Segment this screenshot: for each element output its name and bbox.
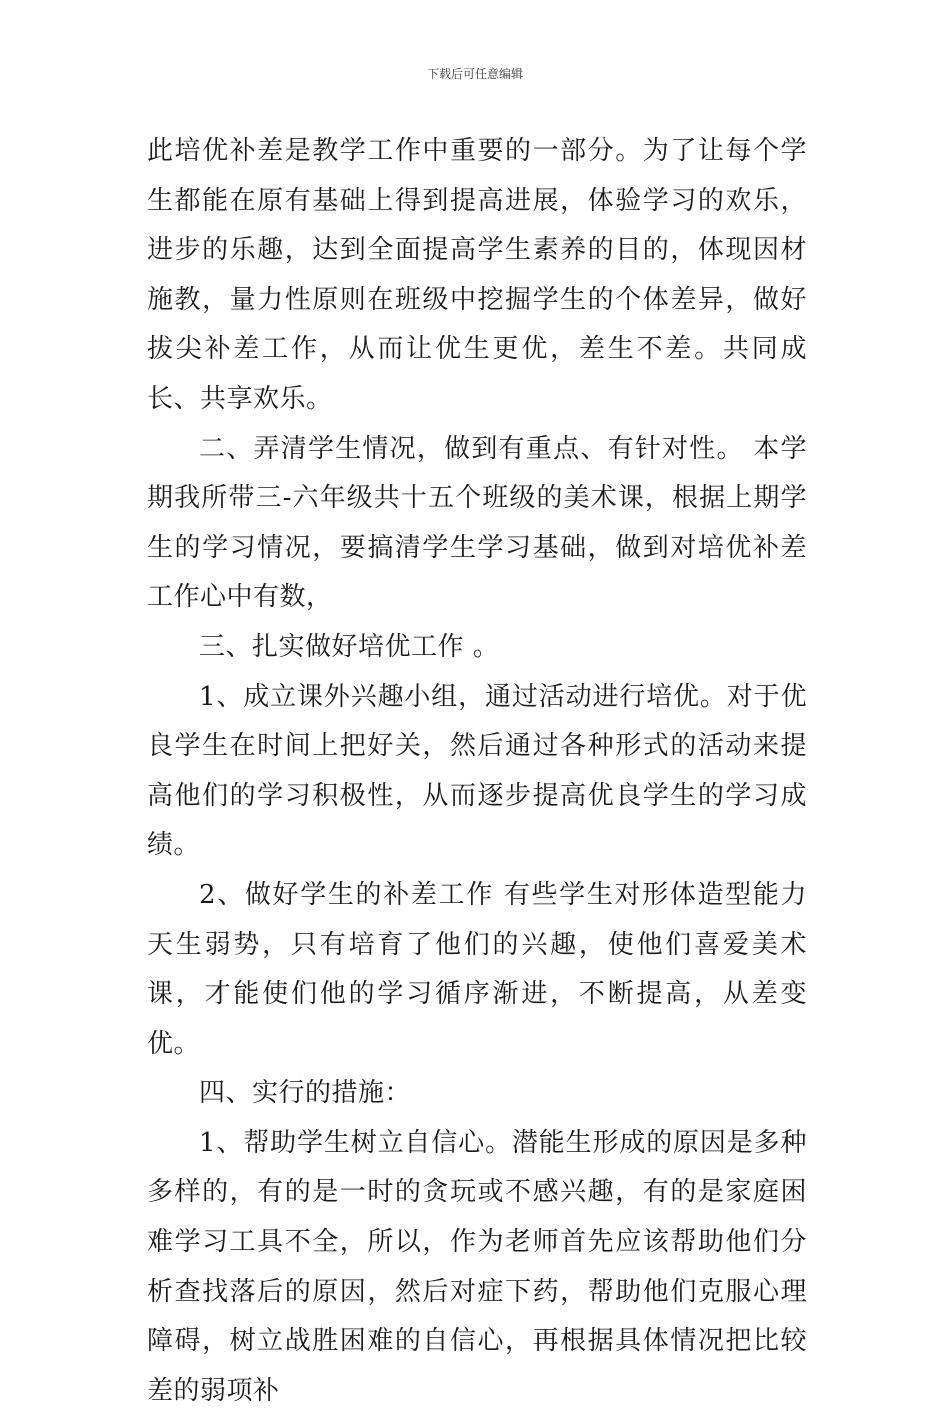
paragraph-section-2: 二、弄清学生情况，做到有重点、有针对性。 本学期我所带三-六年级共十五个班级的美术课，根据上期学生的学习情况，要搞清学生学习基础，做到对培优补差工作心中有数， <box>147 433 807 613</box>
paragraph-intro: 此培优补差是教学工作中重要的一部分。为了让每个学生都能在原有基础上得到提高进展，体验学习的欢乐，进步的乐趣，达到全面提高学生素养的目的，体现因材施教，量力性原则在班级中挖掘学生的个体差异，做好拔尖补差工作，从而让优生更优，差生不差。共同成长、共享欢乐。 <box>147 136 807 414</box>
paragraph-item-2: 2、做好学生的补差工作 有些学生对形体造型能力天生弱势，只有培育了他们的兴趣，使他们喜爱美术课，才能使们他的学习循序渐进，不断提高，从差变优。 <box>147 879 807 1059</box>
page-header: 下载后可任意编辑 <box>426 67 523 81</box>
document-body <box>147 127 807 1416</box>
paragraph-item-1: 1、成立课外兴趣小组，通过活动进行培优。对于优良学生在时间上把好关，然后通过各种形式的活动来提高他们的学习积极性，从而逐步提高优良学生的学习成绩。 <box>147 681 807 861</box>
paragraph-measure-1: 1、帮助学生树立自信心。潜能生形成的原因是多种多样的，有的是一时的贪玩或不感兴趣，有的是家庭困难学习工具不全，所以，作为老师首先应该帮助他们分析查找落后的原因，然后对症下药，帮助他们克服心理障碍，树立战胜困难的自信心，再根据具体情况把比较差的弱项补 <box>147 1127 807 1406</box>
paragraph-section-3-heading: 三、扎实做好培优工作 。 <box>199 631 500 662</box>
paragraph-section-4-heading: 四、实行的措施： <box>199 1078 412 1109</box>
